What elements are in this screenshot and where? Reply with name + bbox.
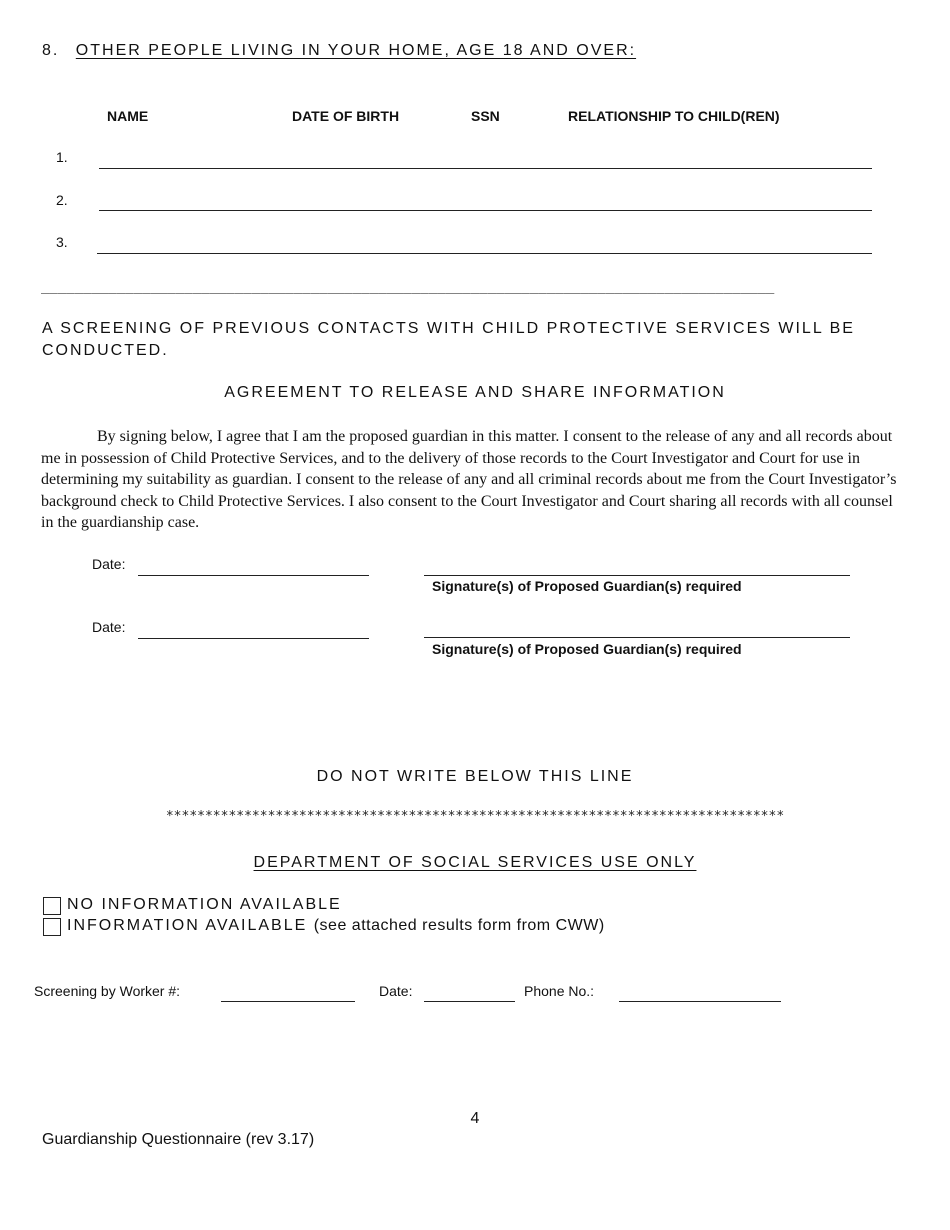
signature-line-1[interactable] <box>424 575 850 576</box>
column-header-relationship: RELATIONSHIP TO CHILD(REN) <box>568 108 780 124</box>
footer-text: Guardianship Questionnaire (rev 3.17) <box>42 1131 315 1148</box>
row-3-input-line[interactable] <box>97 253 872 254</box>
information-available-note: (see attached results form from CWW) <box>313 917 605 934</box>
no-information-label: NO INFORMATION AVAILABLE <box>67 896 342 913</box>
row-number-1: 1. <box>56 149 68 165</box>
column-header-ssn: SSN <box>471 108 500 124</box>
signature-line-2[interactable] <box>424 637 850 638</box>
signature-label-2: Signature(s) of Proposed Guardian(s) required <box>432 641 742 657</box>
row-number-3: 3. <box>56 234 68 250</box>
dss-title: DEPARTMENT OF SOCIAL SERVICES USE ONLY <box>253 854 697 871</box>
signature-label-1: Signature(s) of Proposed Guardian(s) required <box>432 578 742 594</box>
dashed-separator: _______________________________________________________________________________________ <box>41 278 775 294</box>
section-number: 8. <box>42 42 60 59</box>
star-separator: ******************************************************************************* <box>165 809 785 824</box>
do-not-write-notice: DO NOT WRITE BELOW THIS LINE <box>316 768 634 785</box>
date-input-line-1[interactable] <box>138 575 369 576</box>
worker-label: Screening by Worker #: <box>34 983 181 999</box>
agreement-title: AGREEMENT TO RELEASE AND SHARE INFORMATION <box>224 384 726 401</box>
date-label-2: Date: <box>92 619 126 635</box>
information-available-label <box>67 917 605 935</box>
dss-title-wrap <box>0 854 950 872</box>
no-information-checkbox[interactable] <box>43 897 61 915</box>
row-1-input-line[interactable] <box>99 168 872 169</box>
dss-date-label: Date: <box>379 983 413 999</box>
column-header-dob: DATE OF BIRTH <box>292 108 400 124</box>
screening-notice: A SCREENING OF PREVIOUS CONTACTS WITH CHILD PROTECTIVE SERVICES WILL BE CONDUCTED. <box>42 320 855 359</box>
section-heading <box>42 42 636 60</box>
dss-date-input-line[interactable] <box>424 1001 515 1002</box>
information-available-checkbox[interactable] <box>43 918 61 936</box>
agreement-paragraph: By signing below, I agree that I am the proposed guardian in this matter. I consent to the release of any and all records about me in possession of Child Protective Services, and to the delivery of those records to the Court Investigator and Court for use in determining my suitability as guardian. I consent to the release of any and all criminal records about me from the Court Investigator’s background check to Child Protective Services. I also consent to the Court Investigator and Court sharing all records with all counsel in the guardianship case. <box>41 428 897 531</box>
date-label-1: Date: <box>92 556 126 572</box>
worker-input-line[interactable] <box>221 1001 355 1002</box>
phone-input-line[interactable] <box>619 1001 781 1002</box>
row-2-input-line[interactable] <box>99 210 872 211</box>
section-title: OTHER PEOPLE LIVING IN YOUR HOME, AGE 18 AND OVER: <box>75 42 637 59</box>
phone-label: Phone No.: <box>524 983 595 999</box>
page-number: 4 <box>470 1110 480 1127</box>
row-number-2: 2. <box>56 192 68 208</box>
date-input-line-2[interactable] <box>138 638 369 639</box>
information-available-text: INFORMATION AVAILABLE <box>67 917 308 934</box>
column-header-name: NAME <box>107 108 149 124</box>
